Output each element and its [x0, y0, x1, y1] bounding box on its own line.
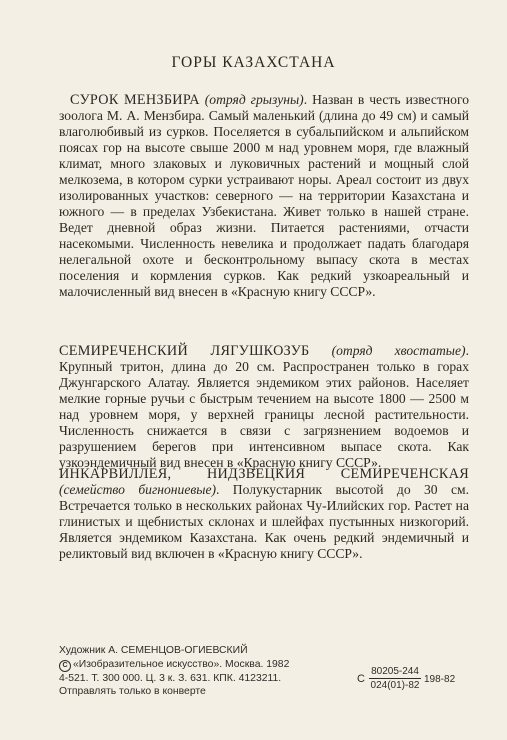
section-text: . Полукустарник высотой до 30 см. Встречается только в нескольких районах Чу-Илийских гор. Растет на глинистых и щебнистых склонах и шлейфах пустынных низкогорий. Является эндемиком Казахстана. Как очень редкий эндемичный и реликтовый вид включен в «Красную книгу СССР». [59, 482, 469, 561]
catalog-denominator: 024(01)-82 [370, 680, 420, 691]
section-marmot [59, 92, 469, 300]
page-title: ГОРЫ КАЗАХСТАНА [171, 54, 336, 71]
section-qualifier: (отряд хвостатые) [331, 343, 466, 358]
artist-credit: Художник А. СЕМЕНЦОВ-ОГИЕВСКИЙ [59, 645, 248, 656]
catalog-fraction [369, 666, 421, 691]
section-heading: ИНКАРВИЛЛЕЯ, НИДЗВЕЦКИЯ СЕМИРЕЧЕНСКАЯ [59, 466, 469, 482]
section-qualifier: (отряд грызуны) [204, 92, 304, 107]
section-newt [59, 343, 469, 471]
copyright-icon: С [59, 660, 71, 672]
print-info: 4-521. Т. 300 000. Ц. 3 к. З. 631. КПК. 4123211. [59, 672, 282, 684]
section-qualifier: (семейство бигнониевые) [59, 482, 217, 497]
mailing-note: Отправлять только в конверте [59, 686, 206, 697]
catalog-suffix: 198-82 [424, 674, 456, 685]
catalog-numerator: 80205-244 [369, 666, 421, 679]
catalog-prefix: С [357, 673, 365, 685]
section-heading: СЕМИРЕЧЕНСКИЙ ЛЯГУШКОЗУБ [59, 343, 310, 359]
section-incarvillea [59, 466, 469, 562]
section-heading: СУРОК МЕНЗБИРА [70, 92, 200, 108]
credits [59, 644, 289, 699]
publisher-line [59, 658, 289, 672]
section-text: . Назван в честь известного зоолога М. А. Мензбира. Самый маленький (длина до 49 см) и самый влаголюбивый из сурков. Поселяется в субальпийском и альпийском поясах гор на высоте свыше 2000 м над уровнем моря, где влажный климат, много злаковых и луковичных растений и мощный слой мелкозема, в котором сурки устраивают норы. Ареал состоит из двух изолированных участков: северного — на территории Казахстана и южного — в пределах Узбекистана. Живет только в нашей стране. Ведет дневной образ жизни. Питается растениями, отчасти насекомыми. Численность невелика и продолжает падать благодаря нелегальной охоте и бесконтрольному выпасу скота в местах поселения и кормления сурков. Как редкий узкоареальный и малочисленный вид внесен в «Красную книгу СССР». [59, 92, 470, 299]
publisher-text: «Изобразительное искусство». Москва. 1982 [73, 658, 290, 670]
section-text: . Крупный тритон, длина до 20 см. Распространен только в горах Джунгарского Алатау. Является эндемиком этих районов. Населяет мелкие горные ручьи с быстрым течением на высоте 1800 — 2500 м над уровнем моря, у верхней границы лесной растительности. Численность снижается в связи с загрязнением водоемов и разрушением берегов при интенсивном выпасе скота. Как узкоэндемичный вид внесен в «Красную книгу СССР». [59, 343, 469, 470]
